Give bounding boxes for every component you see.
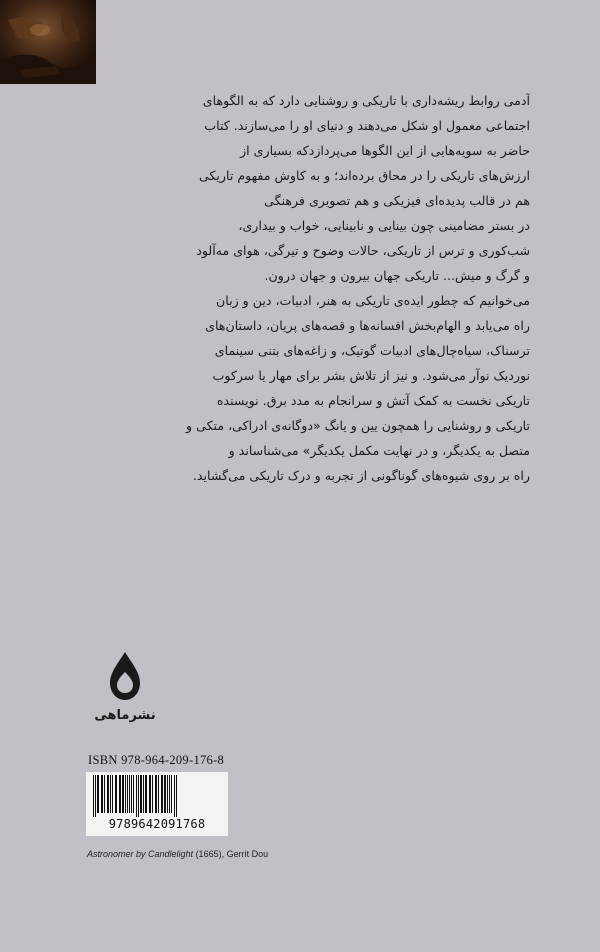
barcode-bar <box>97 775 99 813</box>
blurb-line: در بستر مضامینی چون بینایی و نابینایی، خواب و بیداری، <box>238 218 530 233</box>
blurb-paragraph-1 <box>70 88 530 288</box>
blurb-line: تاریکی نخست به کمک آتش و سرانجام به مدد برق. نویسنده <box>216 393 530 408</box>
barcode-bar <box>176 775 177 817</box>
barcode-bar <box>169 775 170 813</box>
barcode-bar <box>110 775 111 813</box>
barcode-bar <box>140 775 142 813</box>
blurb-line: شب‌کوری و ترس از تاریکی، حالات وضوح و تیرگی، هوای مه‌آلود <box>196 243 530 258</box>
barcode-bar <box>158 775 159 813</box>
barcode-bar <box>101 775 103 813</box>
barcode-bar <box>131 775 132 813</box>
isbn-label: ISBN 978-964-209-176-8 <box>88 753 225 767</box>
barcode-bars <box>92 775 222 817</box>
fish-drop-logo-icon <box>106 650 144 702</box>
blurb-line: نوردیک نوآر می‌شود. و نیز از تلاش بشر برای مهار یا سرکوب <box>212 368 530 383</box>
blurb-line: متصل به یکدیگر، و در نهایت مکمل یکدیگر» می‌شناساند و <box>228 443 530 458</box>
blurb-line: آدمی روابط ریشه‌داری با تاریکی و روشنایی دارد که به الگوهای <box>202 93 530 108</box>
barcode-bar <box>161 775 163 813</box>
barcode-bar <box>155 775 157 813</box>
barcode-bar <box>171 775 172 813</box>
painting-image <box>0 0 96 84</box>
barcode-bar <box>104 775 105 813</box>
blurb-paragraph-2 <box>70 288 530 488</box>
barcode-bar <box>133 775 134 813</box>
blurb-line: راه بر روی شیوه‌های گوناگونی از تجربه و درک تاریکی می‌گشاید. <box>192 468 530 483</box>
barcode-bar <box>112 775 113 813</box>
barcode-bar <box>164 775 166 813</box>
barcode-bar <box>127 775 128 813</box>
barcode-bar <box>174 775 175 817</box>
barcode-bar <box>136 775 137 817</box>
barcode-bar <box>107 775 109 813</box>
barcode-digits: 9789642091768 <box>108 817 206 831</box>
barcode-bar <box>122 775 124 813</box>
barcode-bar <box>167 775 168 813</box>
barcode-bar <box>95 775 96 817</box>
blurb-line: ترسناک، سیاه‌چال‌های ادبیات گوتیک، و زاغه‌های بتنی سینمای <box>214 343 530 358</box>
barcode <box>86 772 228 836</box>
caption-painting-details: (1665), Gerrit Dou <box>193 849 269 859</box>
back-cover-blurb <box>70 88 530 488</box>
blurb-line: می‌خوانیم که چطور ایده‌ی تاریکی به هنر، ادبیات، دین و زبان <box>216 293 530 308</box>
barcode-bar <box>152 775 153 813</box>
barcode-bar <box>125 775 126 813</box>
barcode-bar <box>149 775 151 813</box>
blurb-line: راه می‌یابد و الهام‌بخش افسانه‌ها و قصه‌های پریان، داستان‌های <box>205 318 530 333</box>
blurb-line: حاضر به سویه‌هایی از این الگوها می‌پردازدکه بسیاری از <box>240 143 530 158</box>
cover-painting-thumbnail <box>0 0 96 84</box>
barcode-bar <box>119 775 121 813</box>
barcode-bar <box>143 775 144 813</box>
blurb-line: تاریکی و روشنایی را همچون یین و یانگ «دوگانه‌ی ادراکی، متکی و <box>186 418 530 433</box>
blurb-line: و گرگ و میش... تاریکی جهان بیرون و جهان درون. <box>264 268 530 283</box>
blurb-line: اجتماعی معمول او شکل می‌دهند و دنیای او را می‌سازند. کتاب <box>204 118 530 133</box>
blurb-line: ارزش‌های تاریکی را در محاق برده‌اند؛ و به کاوش مفهوم تاریکی <box>198 168 530 183</box>
barcode-bar <box>115 775 117 813</box>
barcode-bar <box>145 775 147 813</box>
caption-painting-title: Astronomer by Candlelight <box>87 849 194 859</box>
blurb-line: هم در قالب پدیده‌ای فیزیکی و هم تصویری فرهنگی <box>264 193 530 208</box>
publisher-name: نشرماهی <box>94 708 156 723</box>
barcode-bar <box>138 775 139 817</box>
cover-image-caption <box>87 849 268 859</box>
barcode-bar <box>129 775 130 813</box>
barcode-bar <box>93 775 94 817</box>
